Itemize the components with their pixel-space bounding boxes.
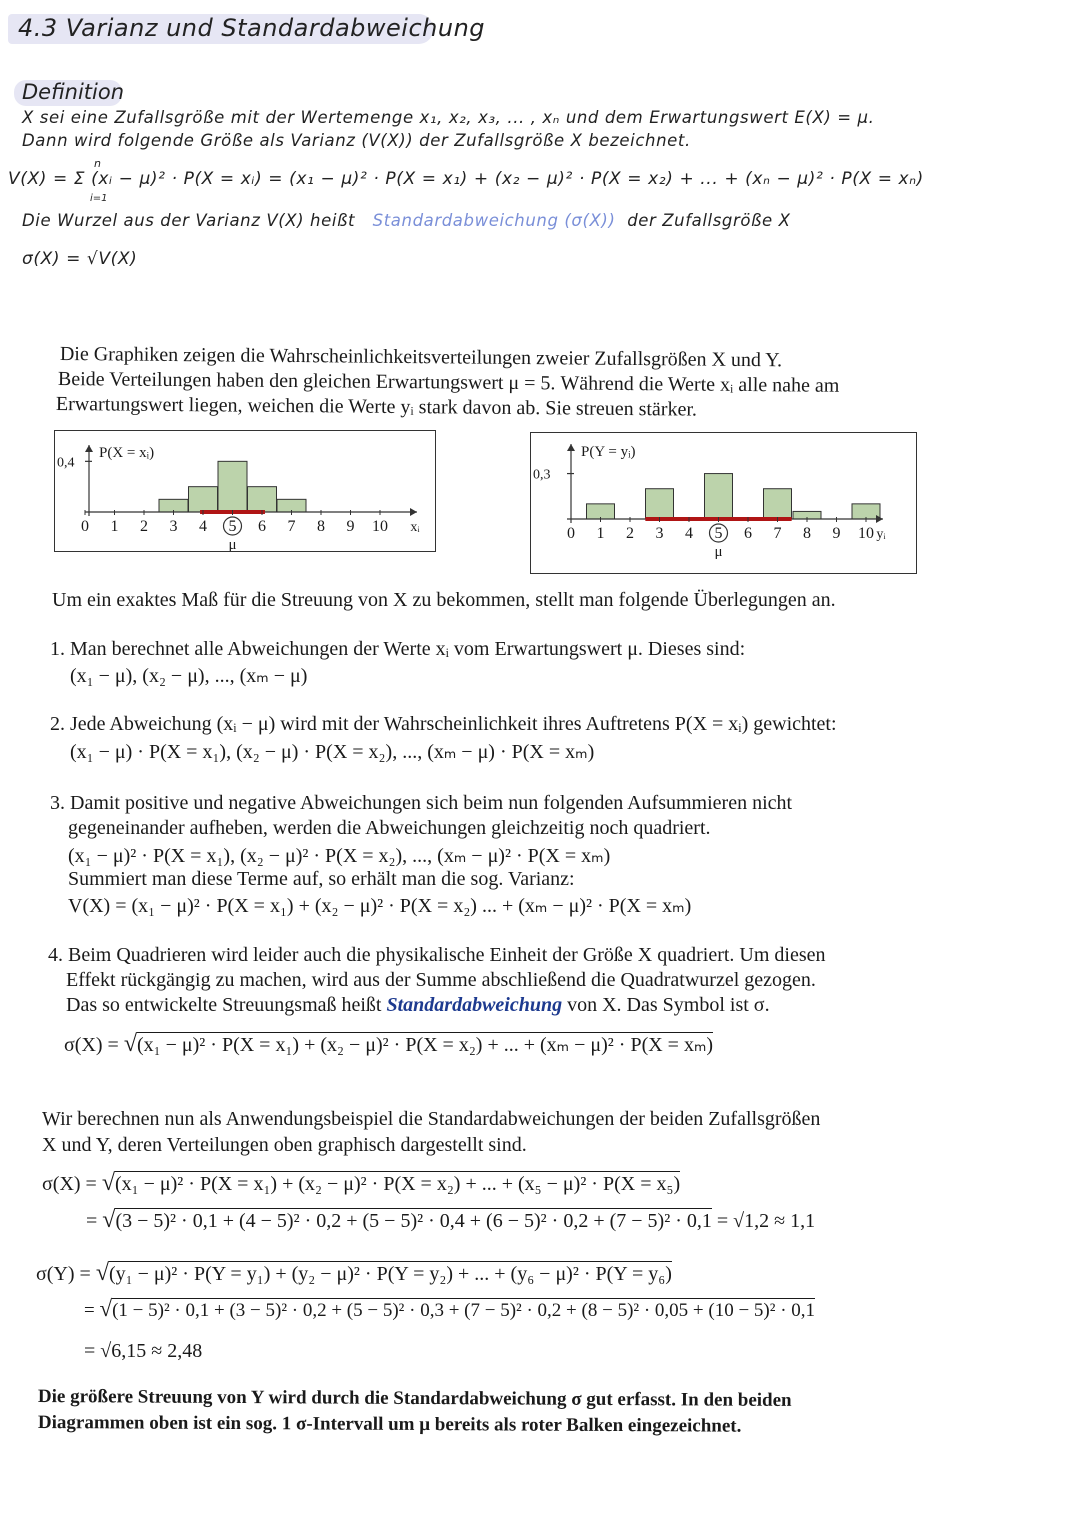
step-1-line-1: 1. Man berechnet alle Abweichungen der Werte xᵢ vom Erwartungswert μ. Dieses sind: — [50, 638, 746, 660]
x-tick-label: 4 — [199, 518, 207, 535]
intro-line-1: Die Graphiken zeigen die Wahrscheinlichkeitsverteilungen zweier Zufallsgrößen X und Y. — [59, 343, 783, 372]
y-axis-arrow — [85, 445, 93, 452]
step-4-line-1: 4. Beim Quadrieren wird leider auch die physikalische Einheit der Größe X quadriert. Um diesen — [48, 944, 826, 966]
x-axis-arrow — [410, 508, 417, 516]
sigma-y-numeric-radicand: (1 − 5)² · 0,1 + (3 − 5)² · 0,2 + (5 − 5)² · 0,3 + (7 − 5)² · 0,2 + (8 − 5)² · 0,05 + (10 − 5)² · 0,1 — [112, 1300, 816, 1321]
intro-line-3: Erwartungswert liegen, weichen die Werte yᵢ stark davon ab. Sie streuen stärker. — [55, 393, 698, 421]
sqrt-symbol: √ — [101, 1170, 115, 1196]
bar — [587, 504, 615, 519]
bar — [705, 474, 733, 519]
chart-y — [531, 433, 916, 573]
bar — [852, 504, 880, 519]
step-4-line-2: Effekt rückgängig zu machen, wird aus der Summe abschließend die Quadratwurzel gezogen. — [66, 969, 816, 991]
mu-label: μ — [714, 544, 723, 560]
example-line-2: X und Y, deren Verteilungen oben graphisch dargestellt sind. — [42, 1134, 527, 1156]
sigma-x-general — [42, 1170, 680, 1197]
x-tick-label: 7 — [287, 518, 296, 535]
page-title: 4.3 Varianz und Standardabweichung — [18, 14, 486, 42]
y-axis-arrow — [567, 444, 575, 451]
x-tick-label: 2 — [140, 518, 148, 535]
chart-x — [55, 431, 435, 551]
step-1-line-2: (x₁ − μ), (x₂ − μ), ..., (xₘ − μ) — [70, 665, 308, 687]
sum-upper-limit: n — [94, 157, 101, 170]
example-line-1: Wir berechnen nun als Anwendungsbeispiel die Standardabweichungen der beiden Zufallsgrößen — [42, 1108, 821, 1130]
bar — [764, 489, 792, 519]
definition-line-2: Dann wird folgende Größe als Varianz (V(X)) der Zufallsgröße X bezeichnet. — [22, 131, 691, 150]
x-axis-label: xᵢ — [410, 520, 420, 535]
sigma-y-numeric — [84, 1296, 815, 1322]
y-axis-label: P(Y = yᵢ) — [581, 444, 636, 460]
x-tick-label: 0 — [567, 525, 575, 542]
chart-x-frame — [54, 430, 436, 552]
y-tick-label: 0,3 — [533, 467, 551, 483]
sigma-x-lhs: σ(X) = — [42, 1173, 97, 1195]
step-3-line-4: Summiert man diese Terme auf, so erhält man die sog. Varianz: — [68, 868, 575, 890]
bar — [248, 487, 277, 512]
sigma-y-lhs: σ(Y) = — [36, 1263, 91, 1285]
y-axis-label: P(X = xᵢ) — [99, 445, 155, 461]
steps-intro: Um ein exaktes Maß für die Streuung von X zu bekommen, stellt man folgende Überlegungen an. — [52, 589, 836, 611]
variance-formula: V(X) = Σ (xᵢ − μ)² · P(X = xᵢ) = (x₁ − μ)² · P(X = x₁) + (x₂ − μ)² · P(X = x₂) + ... + (xₙ − μ)² · P(X = xₙ) — [8, 169, 924, 189]
closing-line-1: Die größere Streuung von Y wird durch die Standardabweichung σ gut erfasst. In den beiden — [37, 1386, 792, 1411]
definition-line-1: X sei eine Zufallsgröße mit der Wertemenge x₁, x₂, x₃, ... , xₙ und dem Erwartungswert E(X) = μ. — [22, 108, 875, 127]
sigma-y-radicand: (y₁ − μ)² · P(Y = y₁) + (y₂ − μ)² · P(Y = y₂) + ... + (y₆ − μ)² · P(Y = y₆) — [109, 1263, 672, 1285]
x-tick-label: 10 — [372, 518, 388, 535]
x-tick-label: 7 — [773, 525, 782, 542]
bar — [646, 489, 674, 519]
chart-y-frame — [530, 432, 917, 574]
sigma-y-result: = √6,15 ≈ 2,48 — [84, 1340, 203, 1362]
sigma-x-result: = √1,2 ≈ 1,1 — [716, 1210, 816, 1232]
x-tick-label: 6 — [744, 525, 752, 542]
sigma-general-lhs: σ(X) = — [64, 1034, 119, 1056]
x-tick-label: 10 — [858, 525, 874, 542]
definition-term-standardabweichung: Standardabweichung (σ(X)) — [372, 211, 616, 230]
sigma-general-radicand: (x₁ − μ)² · P(X = x₁) + (x₂ − μ)² · P(X = x₂) + ... + (xₘ − μ)² · P(X = xₘ) — [137, 1034, 714, 1056]
x-tick-label: 9 — [832, 525, 841, 542]
definition-line-3-start: Die Wurzel aus der Varianz V(X) heißt — [22, 211, 356, 230]
term-standardabweichung: Standardabweichung — [386, 994, 563, 1016]
x-tick-label: 8 — [317, 518, 325, 535]
sigma-y-eq: = — [84, 1300, 95, 1321]
sum-lower-limit: i=1 — [90, 193, 108, 204]
sigma-general-formula — [64, 1031, 713, 1058]
sqrt-symbol: √ — [95, 1260, 109, 1286]
mu-label: μ — [228, 537, 237, 551]
step-4-line-3 — [66, 994, 770, 1017]
x-tick-label: 8 — [803, 525, 811, 542]
definition-label: Definition — [22, 80, 125, 104]
x-tick-label: 2 — [626, 525, 634, 542]
x-axis-label: yᵢ — [876, 527, 886, 542]
step-4-line-3-end: von X. Das Symbol ist σ. — [567, 994, 770, 1016]
step-2-line-2: (x₁ − μ) · P(X = x₁), (x₂ − μ) · P(X = x₂), ..., (xₘ − μ) · P(X = xₘ) — [70, 741, 595, 763]
bar — [218, 461, 247, 512]
step-2-line-1: 2. Jede Abweichung (xᵢ − μ) wird mit der Wahrscheinlichkeit ihres Auftretens P(X = xᵢ) gewichtet: — [50, 713, 837, 735]
sigma-x-eq: = — [86, 1210, 98, 1232]
sqrt-symbol: √ — [99, 1296, 113, 1321]
sigma-x-radicand: (x₁ − μ)² · P(X = x₁) + (x₂ − μ)² · P(X = x₂) + ... + (x₅ − μ)² · P(X = x₅) — [115, 1173, 681, 1195]
sqrt-symbol: √ — [123, 1031, 137, 1057]
step-3-line-3: (x₁ − μ)² · P(X = x₁), (x₂ − μ)² · P(X = x₂), ..., (xₘ − μ)² · P(X = xₘ) — [68, 845, 611, 867]
x-tick-label: 5 — [714, 525, 723, 542]
step-4-line-3-start: Das so entwickelte Streuungsmaß heißt — [66, 994, 382, 1016]
sqrt-symbol: √ — [102, 1207, 116, 1233]
bar — [189, 487, 218, 512]
x-tick-label: 3 — [655, 525, 664, 542]
x-tick-label: 4 — [685, 525, 693, 542]
step-3-line-1: 3. Damit positive und negative Abweichungen sich beim nun folgenden Aufsummieren nicht — [50, 792, 793, 814]
sigma-x-numeric-radicand: (3 − 5)² · 0,1 + (4 − 5)² · 0,2 + (5 − 5)² · 0,4 + (6 − 5)² · 0,2 + (7 − 5)² · 0,1 — [115, 1210, 712, 1232]
definition-line-3 — [22, 211, 791, 230]
intro-line-2: Beide Verteilungen haben den gleichen Erwartungswert μ = 5. Während die Werte xᵢ alle nahe am — [57, 368, 840, 397]
sigma-x-numeric — [86, 1207, 815, 1234]
sigma-y-general — [36, 1260, 672, 1287]
x-tick-label: 1 — [110, 518, 119, 535]
x-tick-label: 0 — [81, 518, 89, 535]
closing-line-2: Diagrammen oben ist ein sog. 1 σ-Intervall um μ bereits als roter Balken eingezeichnet. — [37, 1412, 742, 1437]
step-3-line-5: V(X) = (x₁ − μ)² · P(X = x₁) + (x₂ − μ)² · P(X = x₂) ... + (xₘ − μ)² · P(X = xₘ) — [68, 895, 692, 917]
sigma-formula: σ(X) = √V(X) — [22, 249, 138, 269]
definition-line-3-end: der Zufallsgröße X — [627, 211, 791, 230]
x-tick-label: 3 — [169, 518, 178, 535]
x-tick-label: 1 — [596, 525, 605, 542]
x-tick-label: 6 — [258, 518, 266, 535]
step-3-line-2: gegeneinander aufheben, werden die Abweichungen gleichzeitig noch quadriert. — [68, 817, 711, 839]
y-tick-label: 0,4 — [57, 455, 75, 471]
x-tick-label: 9 — [346, 518, 355, 535]
x-tick-label: 5 — [228, 518, 237, 535]
